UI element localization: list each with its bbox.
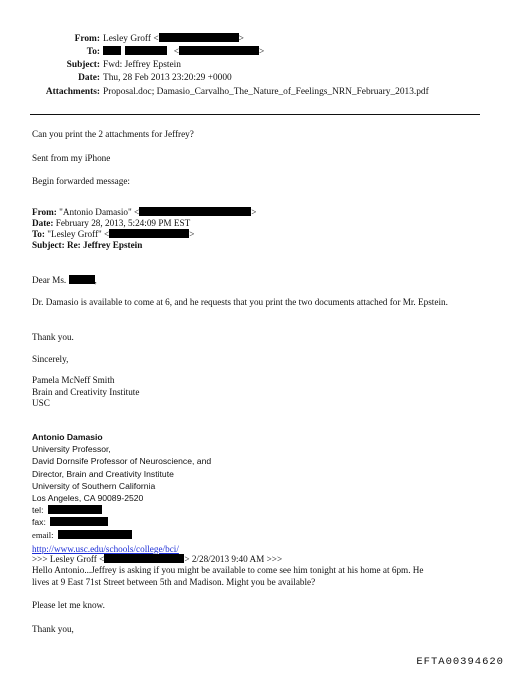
header-divider bbox=[30, 114, 480, 115]
fwd-date-label: Date: bbox=[32, 218, 54, 228]
signature-city: Los Angeles, CA 90089-2520 bbox=[32, 493, 144, 504]
to-label: To: bbox=[86, 47, 100, 57]
date-label: Date: bbox=[78, 73, 100, 83]
sender-school: USC bbox=[32, 398, 50, 408]
closing-line: Sincerely, bbox=[32, 354, 69, 364]
quoted-message-line-2: lives at 9 East 71st Street between 5th and Madison. Might you be available? bbox=[32, 576, 316, 587]
redaction-box bbox=[139, 207, 251, 216]
body-line-print-request: Can you print the 2 attachments for Jeffrey? bbox=[32, 129, 194, 139]
redaction-box bbox=[103, 46, 121, 55]
signature-fax: fax: bbox=[32, 516, 211, 528]
redaction-box bbox=[104, 554, 184, 563]
redaction-box bbox=[58, 530, 132, 539]
let-me-know-line: Please let me know. bbox=[32, 600, 105, 610]
sender-name: Pamela McNeff Smith bbox=[32, 375, 115, 385]
redaction-box bbox=[50, 517, 108, 526]
thank-you-line: Thank you. bbox=[32, 332, 74, 342]
attachments-value: Proposal.doc; Damasio_Carvalho_The_Nature_of_Feelings_NRN_February_2013.pdf bbox=[103, 87, 429, 97]
redaction-box bbox=[109, 229, 189, 238]
body-line-forwarded: Begin forwarded message: bbox=[32, 176, 130, 186]
from-value: Lesley Groff < bbox=[103, 34, 159, 44]
bci-url-link[interactable]: http://www.usc.edu/schools/college/bci/ bbox=[32, 544, 179, 554]
salutation: Dear Ms. , bbox=[32, 275, 97, 285]
sender-block bbox=[32, 375, 472, 410]
body-line-sent-from: Sent from my iPhone bbox=[32, 153, 111, 163]
attachments-label: Attachments: bbox=[45, 87, 100, 97]
signature-tel: tel: bbox=[32, 504, 211, 516]
redaction-box bbox=[159, 33, 239, 42]
fwd-to-value: "Lesley Groff" < bbox=[47, 229, 110, 239]
quoted-header: >>> Lesley Groff < > 2/28/2013 9:40 AM >>> bbox=[32, 554, 283, 564]
fwd-to-label: To: bbox=[32, 229, 45, 239]
fwd-from-label: From: bbox=[32, 207, 57, 217]
signature-name: Antonio Damasio bbox=[32, 432, 103, 442]
signature-email: email: bbox=[32, 529, 211, 541]
fwd-subject-value: Re: Jeffrey Epstein bbox=[66, 240, 143, 250]
sender-org: Brain and Creativity Institute bbox=[32, 386, 140, 397]
subject-label: Subject: bbox=[66, 60, 100, 70]
signature-block bbox=[32, 431, 211, 541]
thank-you-closing: Thank you, bbox=[32, 624, 74, 634]
subject-value: Fwd: Jeffrey Epstein bbox=[103, 60, 181, 70]
quoted-message bbox=[32, 565, 424, 588]
signature-title-2: David Dornsife Professor of Neuroscience, and bbox=[32, 456, 212, 467]
fwd-date-value: February 28, 2013, 5:24:09 PM EST bbox=[55, 218, 191, 228]
fwd-from-value: "Antonio Damasio" < bbox=[59, 207, 140, 217]
date-value: Thu, 28 Feb 2013 23:20:29 +0000 bbox=[103, 73, 232, 83]
quoted-message-line-1: Hello Antonio...Jeffrey is asking if you might be available to come see him tonight at his home at 6pm. He bbox=[32, 565, 424, 575]
redaction-box bbox=[125, 46, 167, 55]
signature-university: University of Southern California bbox=[32, 480, 156, 491]
availability-paragraph: Dr. Damasio is available to come at 6, and he requests that you print the two documents attached for Mr. Epstein. bbox=[32, 297, 448, 307]
redaction-box bbox=[48, 505, 102, 514]
redaction-box bbox=[69, 275, 95, 284]
fwd-subject-label: Subject: bbox=[32, 240, 65, 250]
redaction-box bbox=[179, 46, 259, 55]
signature-title-1: University Professor, bbox=[32, 444, 111, 455]
document-id: EFTA00394620 bbox=[416, 656, 504, 668]
from-label: From: bbox=[74, 34, 100, 44]
signature-title-3: Director, Brain and Creativity Institute bbox=[32, 468, 174, 479]
